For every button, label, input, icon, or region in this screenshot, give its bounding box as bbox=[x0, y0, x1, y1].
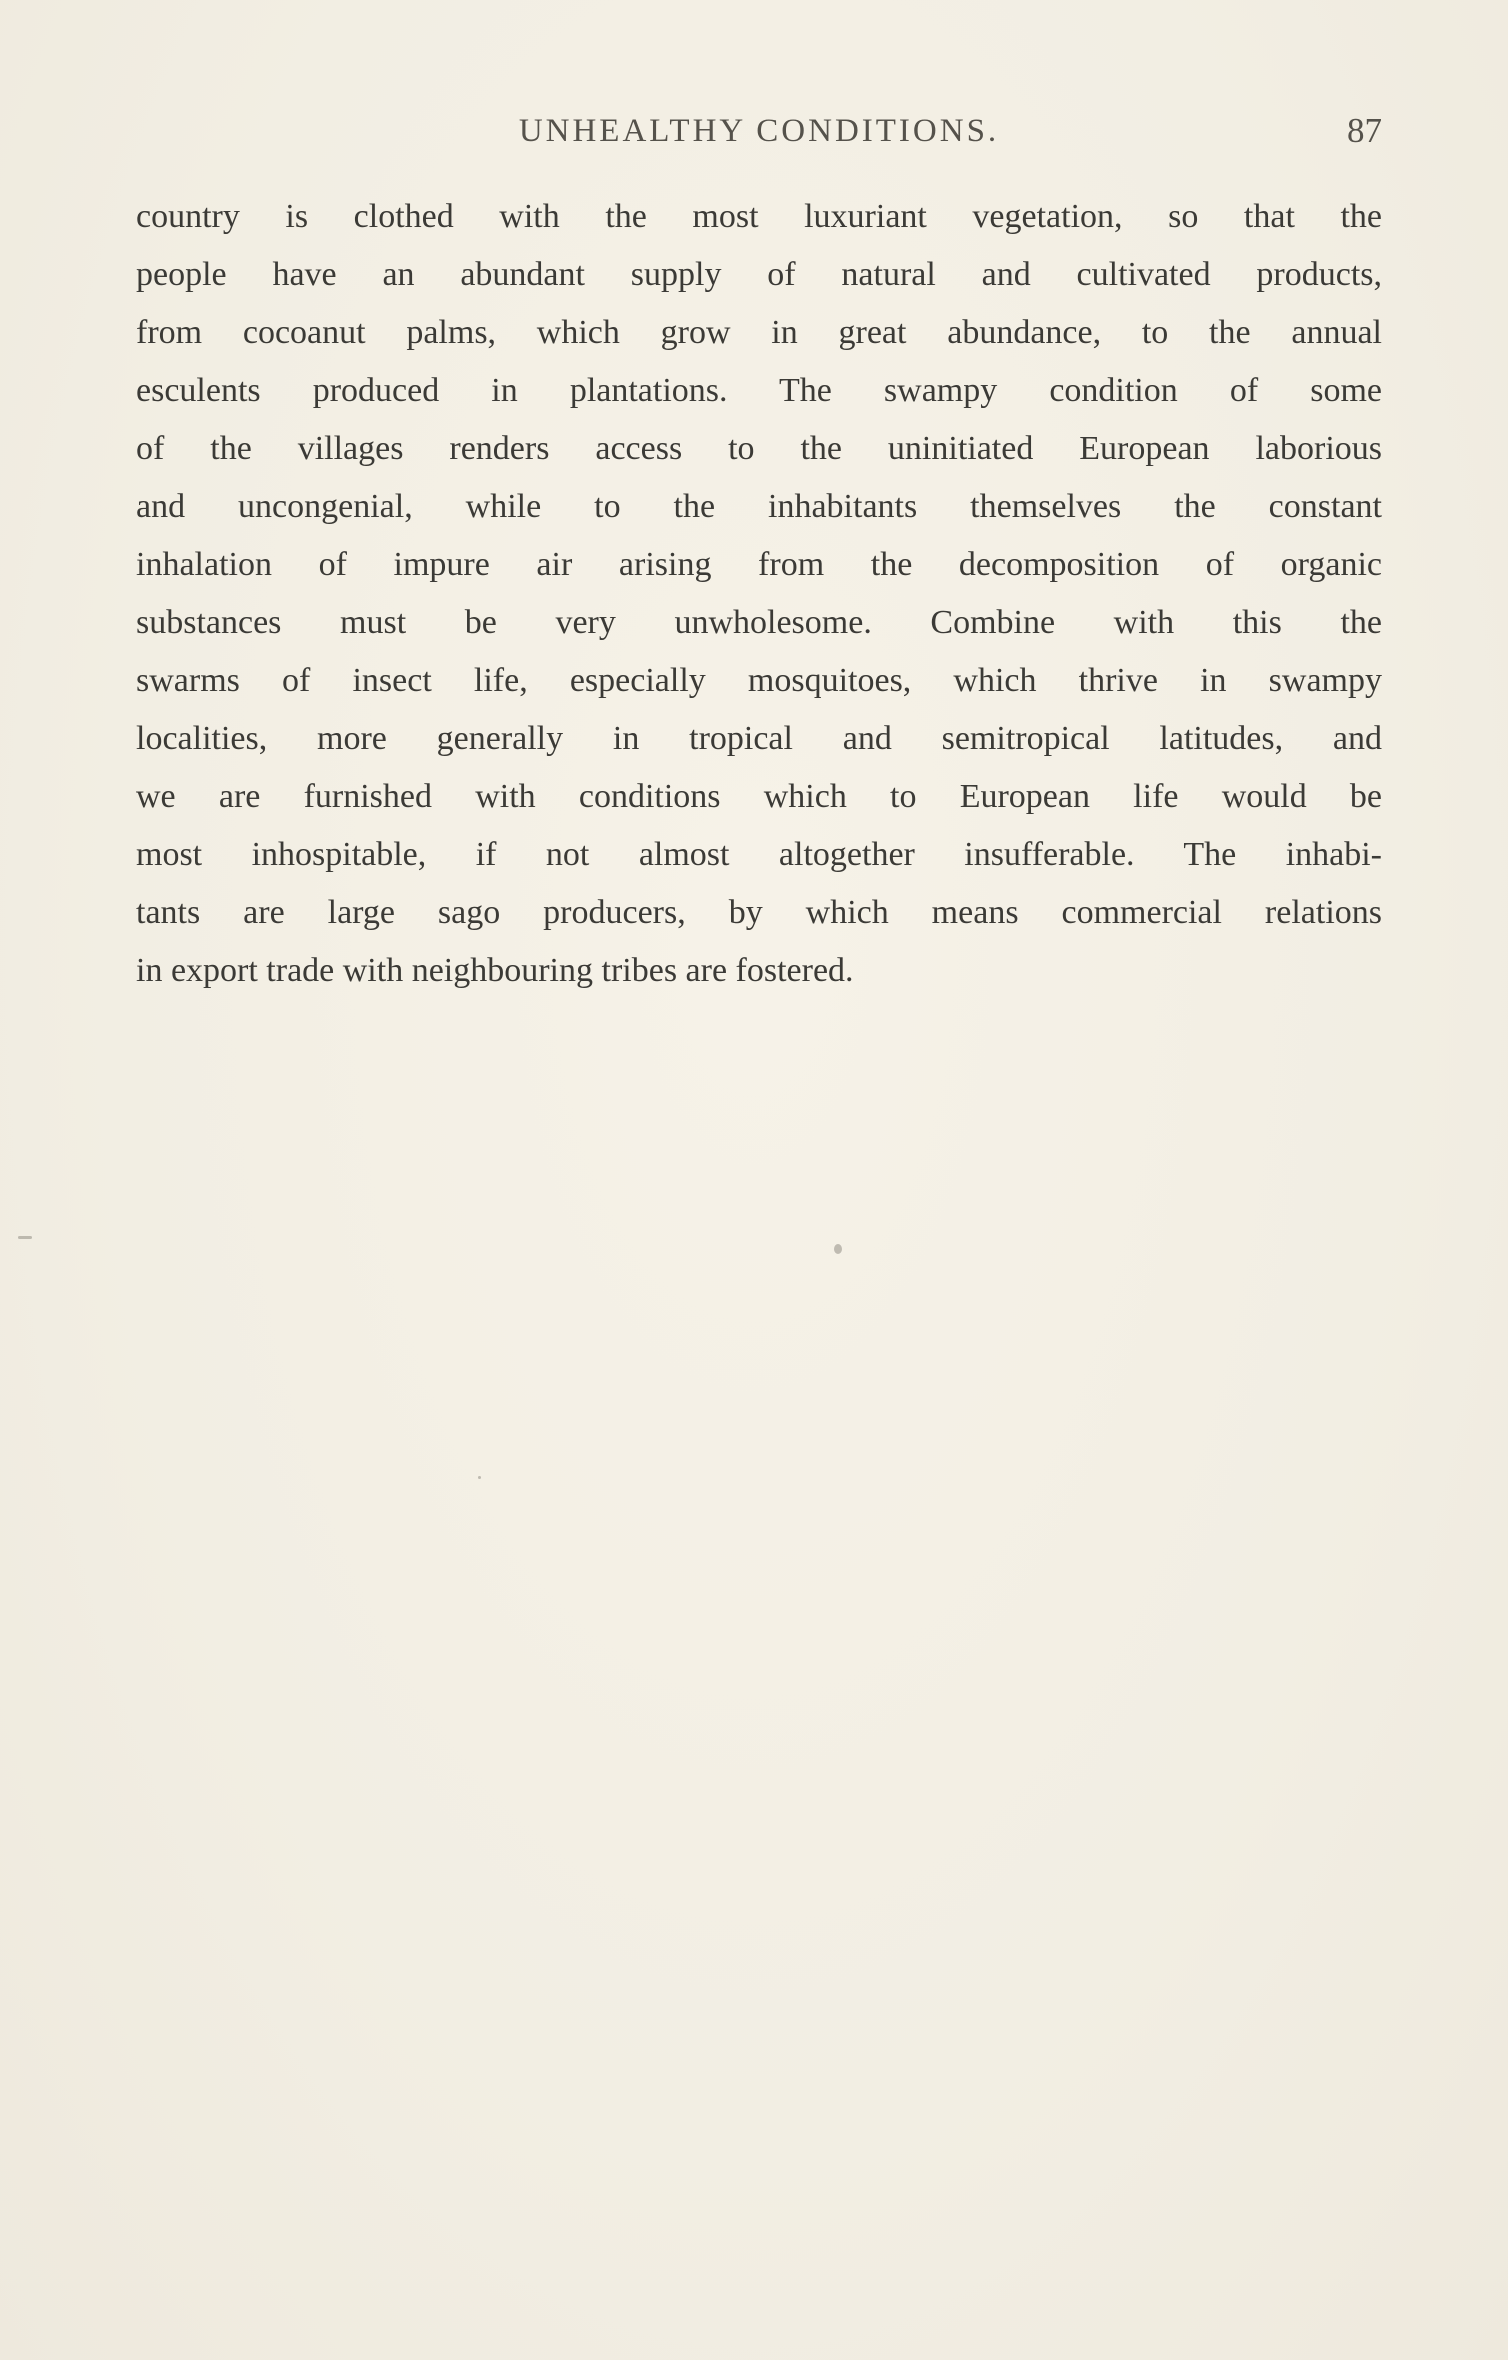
text-line: inhalation of impure air arising from the decomposition of organic bbox=[136, 546, 1382, 583]
text-line: substances must be very unwholesome. Combine with this the bbox=[136, 604, 1382, 641]
text-line: tants are large sago producers, by which means commercial relations bbox=[136, 894, 1382, 931]
text-line: of the villages renders access to the uninitiated European laborious bbox=[136, 430, 1382, 467]
text-line: in export trade with neighbouring tribes are fostered. bbox=[136, 952, 854, 989]
paper-speck bbox=[478, 1476, 481, 1479]
running-title: UNHEALTHY CONDITIONS. bbox=[518, 113, 1000, 149]
body-paragraph bbox=[136, 188, 1382, 1000]
text-line: swarms of insect life, especially mosquitoes, which thrive in swampy bbox=[136, 662, 1382, 699]
page-number: 87 bbox=[1347, 111, 1382, 150]
running-head bbox=[136, 108, 1382, 154]
text-line: most inhospitable, if not almost altogether insufferable. The inhabi- bbox=[136, 836, 1382, 873]
text-line: people have an abundant supply of natural and cultivated products, bbox=[136, 256, 1382, 293]
text-line: we are furnished with conditions which to European life would be bbox=[136, 778, 1382, 815]
paper-speck bbox=[18, 1236, 32, 1239]
text-line: esculents produced in plantations. The swampy condition of some bbox=[136, 372, 1382, 409]
paper-speck bbox=[834, 1244, 842, 1254]
text-line: country is clothed with the most luxuriant vegetation, so that the bbox=[136, 198, 1382, 235]
text-line: and uncongenial, while to the inhabitants themselves the constant bbox=[136, 488, 1382, 525]
text-line: localities, more generally in tropical and semitropical latitudes, and bbox=[136, 720, 1382, 757]
text-line: from cocoanut palms, which grow in great abundance, to the annual bbox=[136, 314, 1382, 351]
